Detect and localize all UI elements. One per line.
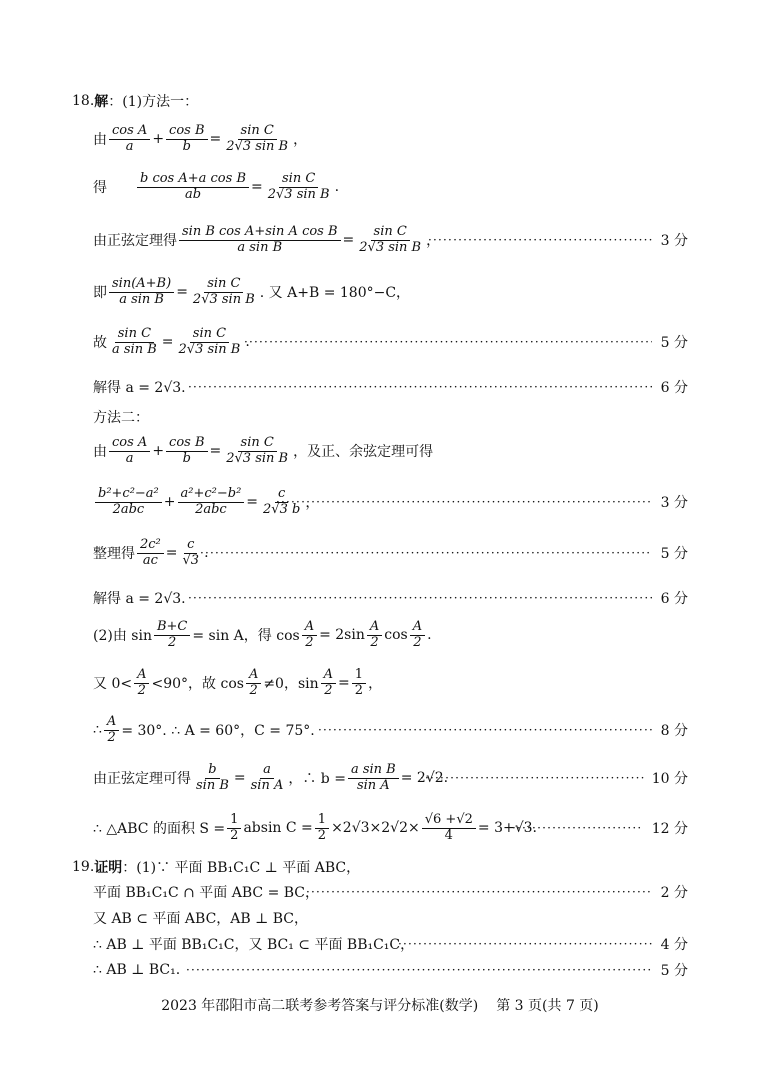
text: ，∴ b = — [288, 771, 346, 787]
q18-m2-title — [0, 402, 760, 432]
text: 方法二： — [93, 410, 149, 426]
text: (2)由 sin — [93, 628, 152, 644]
score: 3 分 — [660, 233, 688, 249]
fraction: $\frac{\text{sin C}}{\text{2√3 sin B}}$ — [359, 223, 422, 255]
text: 解得 a = 2√3. — [93, 591, 186, 607]
text: . — [204, 545, 209, 561]
text: = — [338, 675, 350, 691]
q18-m1-line1: 由 $\frac{\text{cos A}}{a}$ + $\frac{\text{cos B}}{b}$ = $\frac{\text{sin C}}{\text{2√3 sin B}}$ ， — [93, 122, 308, 154]
text: ，及正、余弦定理可得 — [293, 444, 434, 460]
fraction: $\frac{c}{2√3 b}$ — [263, 485, 301, 517]
fraction: $\frac{A}{2}$ — [302, 620, 317, 651]
fraction: $\frac{\text{cos A}}{a}$ — [109, 436, 150, 467]
q18-header-text: ：(1)方法一： — [108, 94, 199, 110]
leader-dots — [244, 327, 652, 357]
q18-label: 解 — [94, 94, 109, 110]
q18-number: 18. — [72, 93, 95, 109]
q18-p2-line1 — [0, 620, 760, 650]
q18-p2-line5 — [0, 813, 760, 843]
fraction: $\frac{A}{2}$ — [134, 668, 149, 699]
fraction: $\frac{A}{2}$ — [410, 620, 425, 651]
text: ， — [426, 233, 441, 249]
text: = 30°. ∴ A = 60°，C = 75°. — [121, 723, 315, 739]
q19-label: 证明 — [94, 860, 123, 876]
text: 又 0< — [93, 676, 133, 692]
text: 解得 a = 2√3. — [93, 380, 186, 396]
fraction: $\frac{\text{sin C}}{\text{2√3 sin B}}$ — [267, 170, 330, 202]
text: absin C = — [243, 820, 313, 836]
score: 5 分 — [660, 546, 688, 562]
score: 8 分 — [660, 723, 688, 739]
leader-dots — [318, 715, 652, 745]
q18-m2-line2: $\frac{\text{b²+c²−a²}}{\text{2abc}}$ + $\frac{\text{a²+c²−b²}}{\text{2abc}}$ = $\frac{c}{2√3 b}$ ， ····· 3 分 — [0, 487, 760, 517]
text: = 3+√3. — [477, 820, 537, 836]
text: 平面 BB₁C₁C ∩ 平面 ABC = BC， — [93, 885, 320, 901]
text: = sin A，得 cos — [192, 628, 300, 644]
leader-dots — [276, 487, 652, 517]
leader-dots — [200, 538, 652, 568]
score: 6 分 — [660, 380, 688, 396]
score: 5 分 — [660, 335, 688, 351]
text: 即 — [93, 285, 107, 301]
fraction: $\frac{1}{2}$ — [227, 813, 241, 844]
text: . — [245, 334, 250, 350]
q19-line5 — [0, 955, 760, 985]
fraction: $\frac{\text{sin C}}{\text{2√3 sin B}}$ — [226, 122, 289, 154]
fraction: $\frac{B+C}{2}$ — [154, 620, 190, 651]
fraction: $\frac{\text{a sin B}}{\text{sin A}}$ — [348, 763, 399, 794]
text: = — [233, 770, 246, 786]
q18-header — [0, 86, 760, 116]
leader-dots — [428, 225, 652, 255]
page-number: 第 3 页(共 7 页) — [496, 998, 599, 1014]
q18-p2-line4 — [0, 763, 760, 793]
fraction: $\frac{a}{\text{sin A}}$ — [250, 761, 284, 793]
q18-p2-line2 — [0, 668, 760, 698]
text: ， — [305, 495, 320, 511]
text: ∴ △ABC 的面积 S = — [93, 821, 226, 837]
score: 12 分 — [651, 821, 688, 837]
text: 得 — [93, 180, 107, 196]
q18-p2-line3 — [0, 715, 760, 745]
text: <90°，故 cos — [151, 676, 244, 692]
fraction: $\frac{\text{sin C}}{\text{2√3 sin B}}$ — [192, 275, 255, 307]
text: 整理得 — [93, 546, 135, 562]
q18-m2-line4 — [0, 583, 760, 613]
text: = 2sin — [319, 627, 365, 643]
text: ∴ AB ⊥ BC₁. — [93, 962, 181, 978]
text: = 2√2. — [400, 770, 449, 786]
score: 10 分 — [651, 771, 688, 787]
fraction: $\frac{\text{sin C}}{\text{a sin B}}$ — [112, 325, 157, 357]
fraction: $\frac{b}{\text{sin B}}$ — [196, 761, 229, 793]
fraction: $\frac{\text{cos B}}{b}$ — [166, 436, 207, 467]
fraction: $\frac{\sin(A+B)}{\text{a sin B}}$ — [109, 277, 174, 308]
score: 6 分 — [660, 591, 688, 607]
q18-m2-line1: 由 $\frac{\text{cos A}}{a}$ + $\frac{\text{cos B}}{b}$ = $\frac{\text{sin C}}{\text{2√3 sin B}}$ ，及正、余弦定理可得 — [93, 434, 434, 466]
footer-title: 2023 年邵阳市高二联考参考答案与评分标准(数学) — [161, 998, 479, 1014]
q18-m1-line4: 即 $\frac{\sin(A+B)}{\text{a sin B}}$ = $\frac{\text{sin C}}{\text{2√3 sin B}}$ . 又 A+B = 180°−C， — [93, 275, 411, 307]
text: . — [334, 179, 340, 195]
fraction: $\frac{\text{sin C}}{\text{2√3 sin B}}$ — [178, 325, 241, 357]
score: 3 分 — [660, 495, 688, 511]
text: 又 AB ⊂ 平面 ABC，AB ⊥ BC， — [93, 911, 309, 927]
text: ， — [368, 676, 383, 692]
text: ∴ — [93, 722, 102, 738]
leader-dots — [186, 955, 652, 985]
text: . 又 A+B = 180°−C， — [259, 285, 411, 301]
q19-number: 19. — [72, 859, 95, 875]
fraction: $\frac{\text{sin B cos A+sin A cos B}}{\text{a sin B}}$ — [179, 225, 341, 256]
fraction: $\frac{\text{a²+c²−b²}}{\text{2abc}}$ — [178, 487, 245, 518]
leader-dots — [512, 813, 642, 843]
q18-m1-line5: 故 $\frac{\text{sin C}}{\text{a sin B}}$ = $\frac{\text{sin C}}{\text{2√3 sin B}}$ . ····· 5 分 — [0, 327, 760, 357]
text: 故 — [93, 335, 107, 351]
text: 由 — [93, 132, 107, 148]
fraction: $\frac{\text{b²+c²−a²}}{\text{2abc}}$ — [95, 487, 162, 518]
q18-m1-line3: 由正弦定理得 $\frac{\text{sin B cos A+sin A cos B}}{\text{a sin B}}$ = $\frac{\text{sin C}}{\text{2√3 sin B}}$ ， ····· 3 分 — [0, 225, 760, 255]
fraction: $\frac{1}{2}$ — [315, 813, 329, 844]
fraction: $\frac{A}{2}$ — [104, 715, 119, 746]
score: 4 分 — [660, 937, 688, 953]
text: ≠0，sin — [263, 676, 319, 692]
fraction: $\frac{c}{√3}$ — [182, 536, 200, 568]
fraction: $\frac{\text{cos A}}{a}$ — [109, 124, 150, 155]
leader-dots — [188, 372, 652, 402]
text: . — [427, 627, 432, 643]
fraction: $\frac{A}{2}$ — [246, 668, 261, 699]
fraction: $\frac{1}{2}$ — [352, 668, 366, 699]
score: 5 分 — [660, 963, 688, 979]
text: 由正弦定理可得 — [93, 771, 191, 787]
fraction: $\frac{A}{2}$ — [321, 668, 336, 699]
text: 由正弦定理得 — [93, 233, 177, 249]
text: ∴ AB ⊥ 平面 BB₁C₁C，又 BC₁ ⊂ 平面 BB₁C₁C， — [93, 937, 415, 953]
text: ×2√3×2√2× — [331, 820, 420, 836]
page-footer — [0, 990, 760, 1020]
q18-m1-line6 — [0, 372, 760, 402]
text: 由 — [93, 444, 107, 460]
fraction: $\frac{\text{cos B}}{b}$ — [166, 124, 207, 155]
q18-m2-line3: 整理得 $\frac{\text{2c²}}{ac}$ = $\frac{c}{√3}$ . ····· 5 分 — [0, 538, 760, 568]
text: ， — [293, 132, 308, 148]
q19-header-text: ：(1)∵ 平面 BB₁C₁C ⊥ 平面 ABC， — [122, 860, 361, 876]
q18-m1-line2: 得 $\frac{\text{b cos A+a cos B}}{ab}$ = $\frac{\text{sin C}}{\text{2√3 sin B}}$ . — [93, 170, 340, 202]
fraction: $\frac{\text{b cos A+a cos B}}{ab}$ — [137, 172, 249, 203]
leader-dots — [420, 763, 644, 793]
fraction: $\frac{√6 +√2}{4}$ — [422, 813, 476, 844]
text: cos — [384, 627, 408, 643]
fraction: $\frac{A}{2}$ — [367, 620, 382, 651]
fraction: $\frac{\text{2c²}}{ac}$ — [137, 538, 164, 569]
fraction: $\frac{\text{sin C}}{\text{2√3 sin B}}$ — [226, 434, 289, 466]
score: 2 分 — [660, 885, 688, 901]
leader-dots — [188, 583, 652, 613]
